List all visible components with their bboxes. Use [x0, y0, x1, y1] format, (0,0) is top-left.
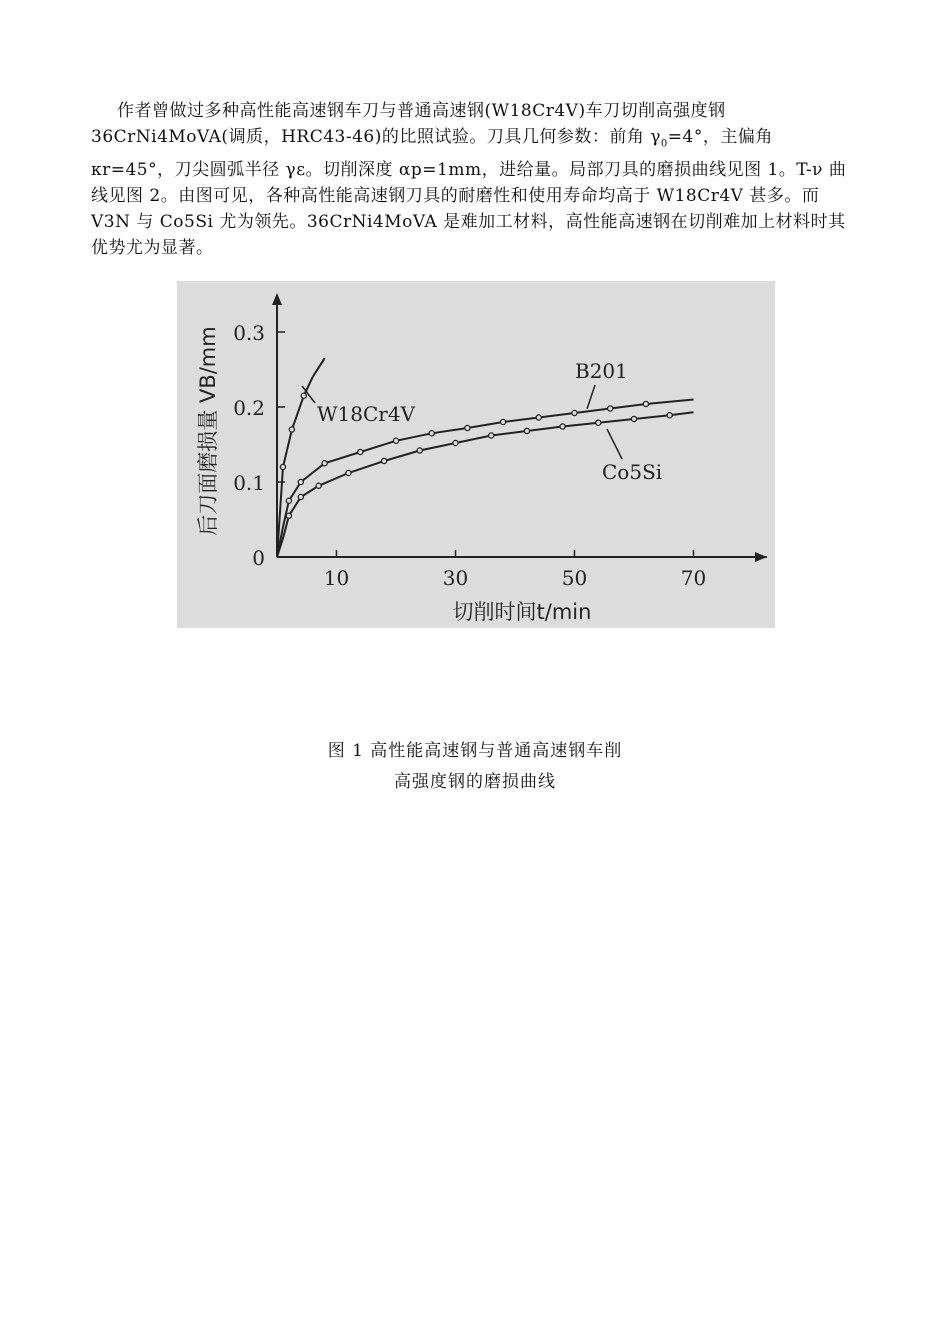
data-point-b201 — [286, 498, 291, 503]
x-tick-label: 10 — [323, 566, 350, 590]
data-point-b201 — [465, 425, 470, 430]
y-tick-label: 0.2 — [233, 396, 265, 420]
data-point-b201 — [643, 401, 648, 406]
data-point-co5si — [489, 433, 494, 438]
data-point-co5si — [524, 428, 529, 433]
y-tick-label: 0 — [252, 546, 265, 570]
x-axis-arrow — [755, 552, 767, 562]
data-point-b201 — [322, 461, 327, 466]
data-point-b201 — [298, 479, 303, 484]
x-tick-label: 70 — [680, 566, 707, 590]
x-tick-label: 30 — [442, 566, 469, 590]
data-point-w18cr4v — [280, 464, 285, 469]
series-label: B201 — [575, 359, 628, 383]
data-point-b201 — [429, 431, 434, 436]
body-paragraph — [91, 98, 861, 261]
data-point-co5si — [596, 420, 601, 425]
paragraph-text-2: =4°，主偏角 κr=45°，刀尖圆弧半径 γε。切削深度 αp=1mm，进给量。局部刀具的磨损曲线见图 1。T-ν 曲线见图 2。由图可见，各种高性能高速钢刀具的耐磨性和使用寿命均高于 W18Cr4V 甚多。而 V3N 与 Co5Si 尤为领先。36CrNi4MoVA 是难加工材料，高性能高速钢在切削难加上材料时其优势尤为显著。 — [91, 127, 847, 259]
paragraph-text-1: 作者曾做过多种高性能高速钢车刀与普通高速钢(W18Cr4V)车刀切削高强度钢36CrNi4MoVA(调质，HRC43-46)的比照试验。刀具几何参数：前角 γ — [91, 101, 726, 147]
data-point-co5si — [382, 458, 387, 463]
x-axis-label: 切削时间t/min — [452, 600, 592, 624]
annotation-leader — [587, 385, 595, 409]
data-point-co5si — [417, 448, 422, 453]
y-tick-label: 0.1 — [233, 471, 265, 495]
data-point-co5si — [453, 440, 458, 445]
figure-caption-line2: 高强度钢的磨损曲线 — [394, 772, 556, 792]
data-point-co5si — [316, 483, 321, 488]
y-tick-label: 0.3 — [233, 321, 265, 345]
x-tick-label: 50 — [561, 566, 588, 590]
series-line-w18cr4v — [277, 358, 325, 557]
figure-caption-line1: 图 1 高性能高速钢与普通高速钢车削 — [327, 741, 623, 761]
data-point-co5si — [346, 470, 351, 475]
data-point-w18cr4v — [301, 393, 306, 398]
data-point-b201 — [536, 415, 541, 420]
series-line-co5si — [277, 412, 694, 557]
data-point-co5si — [631, 416, 636, 421]
data-point-b201 — [608, 406, 613, 411]
series-label: Co5Si — [602, 460, 663, 484]
data-point-co5si — [286, 513, 291, 518]
wear-curve-chart — [177, 281, 775, 628]
series-label: W18Cr4V — [317, 402, 416, 426]
paragraph-subscript: 0 — [660, 138, 668, 150]
data-point-b201 — [572, 410, 577, 415]
annotation-leader — [607, 429, 622, 459]
data-point-co5si — [298, 494, 303, 499]
y-axis-arrow — [272, 293, 282, 305]
wear-curve-figure — [177, 281, 775, 628]
y-axis-label: 后刀面磨损量 VB/mm — [196, 326, 220, 536]
data-point-co5si — [560, 424, 565, 429]
data-point-w18cr4v — [289, 427, 294, 432]
data-point-co5si — [667, 413, 672, 418]
data-point-b201 — [393, 438, 398, 443]
data-point-b201 — [501, 419, 506, 424]
data-point-b201 — [358, 449, 363, 454]
